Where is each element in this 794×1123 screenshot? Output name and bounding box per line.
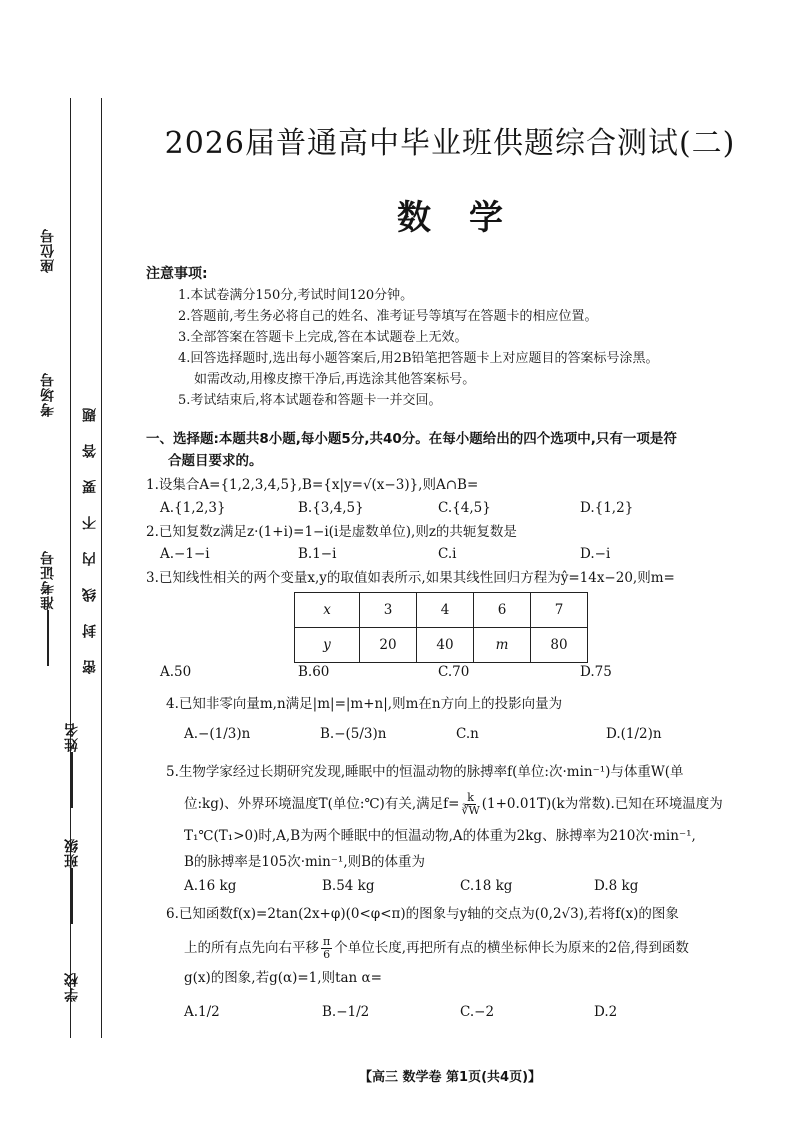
q1-stem: 1.设集合A={1,2,3,4,5},B={x|y=√(x−3)},则A∩B= bbox=[146, 477, 479, 493]
exam-id-label: 准考证号 bbox=[40, 550, 56, 610]
table-cell: 3 bbox=[360, 593, 417, 628]
q3-option-b[interactable]: B.60 bbox=[298, 664, 330, 680]
q6-line-2b: 个单位长度,再把所有点的横坐标伸长为原来的2倍,得到函数 bbox=[334, 940, 689, 956]
notice-item: 1.本试卷满分150分,考试时间120分钟。 bbox=[178, 288, 414, 303]
q4-option-d[interactable]: D.(1/2)n bbox=[606, 726, 662, 742]
q3-data-table bbox=[294, 592, 588, 663]
table-row bbox=[295, 593, 588, 628]
q2-option-b[interactable]: B.1−i bbox=[298, 546, 337, 562]
q5-frac-den: ∛W bbox=[461, 804, 480, 817]
seal-char: 密 bbox=[82, 660, 98, 674]
seal-char: 封 bbox=[82, 624, 98, 638]
table-cell: x bbox=[295, 593, 360, 628]
subject-title: 数学 bbox=[397, 198, 541, 238]
table-cell: 7 bbox=[531, 593, 588, 628]
q5-line-2a: 位:kg)、外界环境温度T(单位:℃)有关,满足f= bbox=[184, 796, 460, 812]
q6-frac-num: π bbox=[323, 935, 331, 948]
q3-option-c[interactable]: C.70 bbox=[438, 664, 470, 680]
q5-formula-fraction bbox=[461, 792, 479, 817]
q1-option-c[interactable]: C.{4,5} bbox=[438, 500, 491, 516]
q6-line-2a: 上的所有点先向右平移 bbox=[184, 940, 319, 956]
q6-frac-den: 6 bbox=[323, 948, 331, 961]
notice-item: 2.答题前,考生务必将自己的姓名、准考证号等填写在答题卡的相应位置。 bbox=[178, 309, 598, 324]
q4-stem: 4.已知非零向量m,n满足|m|=|m+n|,则m在n方向上的投影向量为 bbox=[166, 696, 563, 712]
exam-room-label: 考场号 bbox=[40, 372, 56, 417]
q5-option-a[interactable]: A.16 kg bbox=[184, 878, 237, 894]
q6-option-a[interactable]: A.1/2 bbox=[184, 1004, 220, 1020]
q6-option-c[interactable]: C.−2 bbox=[460, 1004, 495, 1020]
table-cell: m bbox=[474, 628, 531, 663]
exam-id-line bbox=[47, 610, 48, 666]
seal-char: 答 bbox=[82, 444, 98, 458]
notice-block bbox=[146, 264, 756, 411]
q4-option-c[interactable]: C.n bbox=[456, 726, 479, 742]
q2-option-a[interactable]: A.−1−i bbox=[160, 546, 210, 562]
q5-line-4: B的脉搏率是105次·min⁻¹,则B的体重为 bbox=[184, 854, 426, 870]
q1-option-a[interactable]: A.{1,2,3} bbox=[160, 500, 226, 516]
name-label: 姓名 bbox=[64, 722, 80, 752]
q3-option-a[interactable]: A.50 bbox=[160, 664, 192, 680]
name-field[interactable] bbox=[62, 722, 82, 808]
notice-item: 5.考试结束后,将本试题卷和答题卡一并交回。 bbox=[178, 393, 442, 408]
seat-number-label: 座位号 bbox=[40, 228, 56, 273]
seal-char: 线 bbox=[82, 588, 98, 602]
table-cell: y bbox=[295, 628, 360, 663]
name-line bbox=[71, 752, 72, 808]
table-cell: 6 bbox=[474, 593, 531, 628]
table-cell: 4 bbox=[417, 593, 474, 628]
seal-char: 不 bbox=[82, 516, 98, 530]
section-line-2: 合题目要求的。 bbox=[168, 453, 263, 469]
q3-option-d[interactable]: D.75 bbox=[580, 664, 612, 680]
table-cell: 80 bbox=[531, 628, 588, 663]
notice-item: 4.回答选择题时,选出每小题答案后,用2B铅笔把答题卡上对应题目的答案标号涂黑。 bbox=[178, 351, 659, 366]
class-field[interactable] bbox=[62, 838, 82, 924]
q2-options bbox=[160, 546, 760, 562]
school-field[interactable] bbox=[62, 972, 82, 1002]
table-cell: 40 bbox=[417, 628, 474, 663]
class-label: 班级 bbox=[64, 838, 80, 868]
exam-title: 2026届普通高中毕业班供题综合测试(二) bbox=[164, 126, 736, 161]
binding-line-inner bbox=[101, 98, 102, 1038]
q2-option-d[interactable]: D.−i bbox=[580, 546, 611, 562]
seal-char: 内 bbox=[82, 552, 98, 566]
q1-options bbox=[160, 500, 760, 516]
section-heading bbox=[146, 428, 758, 472]
q6-shift-fraction bbox=[321, 936, 332, 961]
q5-line-1: 5.生物学家经过长期研究发现,睡眠中的恒温动物的脉搏率f(单位:次·min⁻¹)与体重W(单 bbox=[166, 764, 684, 780]
q3-stem: 3.已知线性相关的两个变量x,y的取值如表所示,如果其线性回归方程为ŷ=14x−20,则m= bbox=[146, 570, 675, 586]
q5-frac-num: k bbox=[467, 791, 474, 804]
exam-id-field[interactable] bbox=[38, 550, 58, 666]
seal-char: 题 bbox=[82, 408, 98, 422]
table-cell: 20 bbox=[360, 628, 417, 663]
notice-item: 如需改动,用橡皮擦干净后,再选涂其他答案标号。 bbox=[194, 372, 476, 387]
q2-stem: 2.已知复数z满足z·(1+i)=1−i(i是虚数单位),则z的共轭复数是 bbox=[146, 524, 517, 540]
class-line bbox=[71, 868, 72, 924]
q1-option-d[interactable]: D.{1,2} bbox=[580, 500, 634, 516]
q5-option-c[interactable]: C.18 kg bbox=[460, 878, 513, 894]
q5-line-2 bbox=[184, 792, 764, 817]
q6-option-b[interactable]: B.−1/2 bbox=[322, 1004, 370, 1020]
q6-options bbox=[184, 1004, 784, 1020]
exam-room-field[interactable] bbox=[38, 372, 58, 417]
table-row bbox=[295, 628, 588, 663]
school-label: 学校 bbox=[64, 972, 80, 1002]
q4-options bbox=[184, 726, 784, 742]
q4-option-a[interactable]: A.−(1/3)n bbox=[184, 726, 251, 742]
section-line-1: 一、选择题:本题共8小题,每小题5分,共40分。在每小题给出的四个选项中,只有一项是符 bbox=[146, 431, 677, 447]
seat-number-field[interactable] bbox=[38, 228, 58, 273]
notice-item: 3.全部答案在答题卡上完成,答在本试题卷上无效。 bbox=[178, 330, 468, 345]
q5-line-2b: (1+0.01T)(k为常数).已知在环境温度为 bbox=[481, 796, 723, 812]
page-footer: 【高三 数学卷 第1页(共4页)】 bbox=[358, 1070, 542, 1085]
q3-options bbox=[160, 664, 760, 680]
q6-line-1: 6.已知函数f(x)=2tan(2x+φ)(0<φ<π)的图象与y轴的交点为(0,2√3),若将f(x)的图象 bbox=[166, 906, 679, 922]
q1-option-b[interactable]: B.{3,4,5} bbox=[298, 500, 364, 516]
q6-line-2 bbox=[184, 936, 764, 961]
q6-line-3: g(x)的图象,若g(α)=1,则tan α= bbox=[184, 970, 382, 986]
seal-char: 要 bbox=[82, 480, 98, 494]
q5-option-d[interactable]: D.8 kg bbox=[594, 878, 639, 894]
q5-option-b[interactable]: B.54 kg bbox=[322, 878, 375, 894]
notice-head: 注意事项: bbox=[146, 266, 208, 282]
q2-option-c[interactable]: C.i bbox=[438, 546, 457, 562]
q5-options bbox=[184, 878, 784, 894]
q6-option-d[interactable]: D.2 bbox=[594, 1004, 618, 1020]
q4-option-b[interactable]: B.−(5/3)n bbox=[320, 726, 387, 742]
q5-line-3: T₁℃(T₁>0)时,A,B为两个睡眠中的恒温动物,A的体重为2kg、脉搏率为210次·min⁻¹, bbox=[184, 828, 696, 844]
seal-warning-text bbox=[80, 408, 100, 674]
